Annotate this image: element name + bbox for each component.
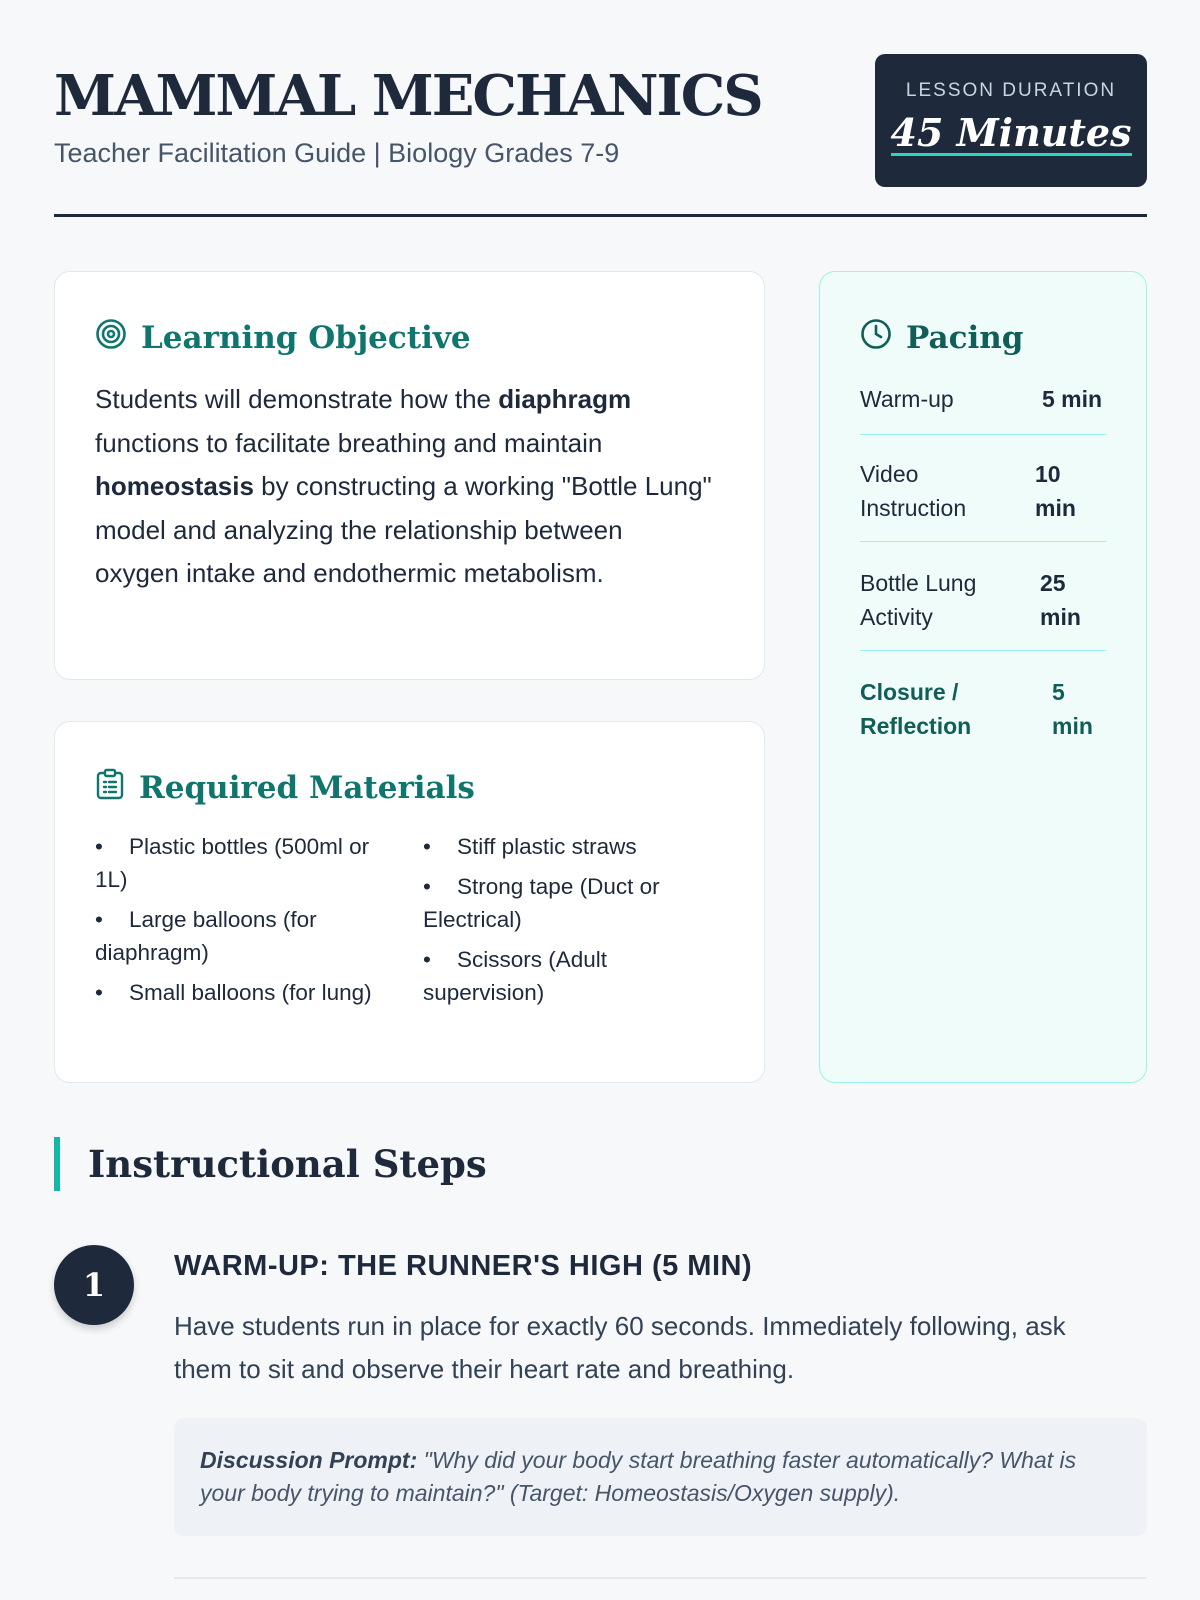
pacing-label: Bottle Lung Activity [860, 570, 977, 630]
pacing-label: Video Instruction [860, 461, 967, 521]
duration-label: LESSON DURATION [905, 80, 1117, 101]
materials-heading [95, 768, 475, 808]
step-description: Have students run in place for exactly 60 seconds. Immediately following, ask them to sit and observe their heart rate and breathing. [174, 1311, 1066, 1384]
step-number-badge: 1 [54, 1245, 134, 1325]
pacing-value: 5 min [1042, 386, 1103, 412]
prompt-text: "Why did your body start breathing faster automatically? What is your body trying to maintain?" (Target: Homeostasis/Oxygen supply). [200, 1447, 1077, 1506]
pacing-row-warmup [860, 382, 1106, 435]
duration-value-wrap [875, 110, 1147, 156]
prompt-label: Discussion Prompt: [200, 1447, 418, 1473]
pacing-label: Closure / Reflection [860, 679, 972, 739]
pacing-row-bottle-lung [860, 566, 1106, 651]
page-subtitle: Teacher Facilitation Guide | Biology Grades 7-9 [54, 138, 620, 168]
materials-list-left [95, 830, 375, 1016]
pacing-value: 5 min [1052, 679, 1093, 739]
keyword-homeostasis: homeostasis [95, 471, 254, 501]
page-header [54, 54, 1147, 217]
list-item: • Large balloons (for diaphragm) [95, 903, 375, 969]
list-item: • Plastic bottles (500ml or 1L) [95, 830, 375, 896]
pacing-label: Warm-up [860, 386, 954, 412]
list-item: • Stiff plastic straws [423, 830, 703, 863]
steps-heading: Instructional Steps [54, 1137, 487, 1191]
list-item: • Small balloons (for lung) [95, 976, 375, 1009]
step-title: WARM-UP: THE RUNNER'S HIGH (5 MIN) [174, 1250, 753, 1282]
materials-list-right [423, 830, 703, 1016]
objective-title: Learning Objective [141, 320, 471, 356]
learning-objective-card [54, 271, 765, 680]
step-divider [174, 1577, 1147, 1579]
pacing-title: Pacing [906, 320, 1024, 356]
required-materials-card [54, 721, 765, 1083]
objective-heading [95, 318, 471, 358]
duration-value: 45 Minutes [890, 110, 1132, 155]
lesson-duration-box [875, 54, 1147, 187]
pacing-value: 25 min [1040, 570, 1081, 630]
list-item: • Scissors (Adult supervision) [423, 943, 703, 1009]
pacing-card [819, 271, 1147, 1083]
pacing-heading [860, 318, 1023, 358]
clipboard-icon [95, 768, 125, 808]
discussion-prompt-box [174, 1418, 1147, 1536]
pacing-row-video [860, 457, 1106, 542]
pacing-row-closure [860, 675, 1106, 760]
page-title: MAMMAL MECHANICS [54, 63, 762, 129]
list-item: • Strong tape (Duct or Electrical) [423, 870, 703, 936]
target-icon [95, 318, 127, 358]
keyword-diaphragm: diaphragm [498, 384, 632, 414]
objective-text: Students will demonstrate how the diaphragm functions to facilitate breathing and maintain homeostasis by constructing a working "Bottle Lung" model and analyzing the relationship between oxygen intake and endothermic metabolism. [95, 384, 712, 588]
pacing-value: 10 min [1035, 461, 1076, 521]
materials-title: Required Materials [139, 770, 475, 806]
clock-icon [860, 318, 892, 358]
